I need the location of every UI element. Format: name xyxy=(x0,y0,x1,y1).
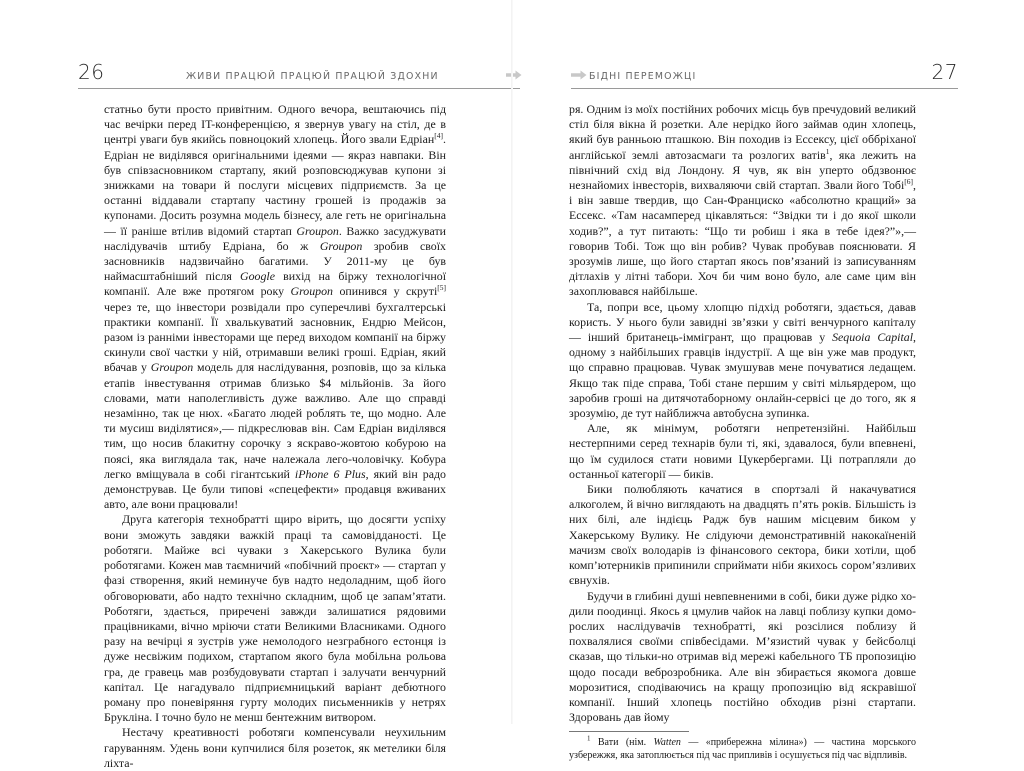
text-run: Друга категорія технобраттi щиро вірить, що досягти успіху вони зможуть завдяки важкій праці та самовідданості. Це роботяги. Майже всі чуваки з Хакерського Вулика були роботягами. Кожен мав таємничий «побічний проєкт» — стартап у фазі створення, який неминуче був надто недоладним, щоб його обговорювати, або надто технічно складним, щоб це запам’ятати. Роботяги, здається, приречені завжди залишатися рядовими працівниками, вічно мріючи стати Великими Власниками. Одного разу на вечірці я зустрів уже немолодого незграбного естонця із дуже несвіжим подихом, стартапом якого була мобільна рольова гра, де гравець мав розбудовувати стартап і залучати венчурний капітал. Це нагадувало підприємницький варіант дебютного роману про поневіряння гурту молодих письменників у нетрях Брукліна. І точно було не менш бентежним витвором. xyxy=(104,512,446,725)
footnote-mark: 1 xyxy=(587,735,591,743)
text-run: Будучи в глибині душі невпевненими в собі, бики дуже рідко ходили поодинці. Якось я цмулив чайок на лавці поблизу купки доморослих наслідувачів технобраттi, які розсілися поблизу й похвалялися своїми співбесідами. М’язистий чувак у бейсболці сказав, що тільки-но отримав від мережі кабельного ТБ пропозицію щодо посади веброзробника. Але він збирається якомога довше морозитися, сподіваючись на кращу пропозицію від яскравішої компанії. Інший хлопець постійно обходив різні стартапи. Здоровань дав йому xyxy=(569,588,916,725)
page-number: 26 xyxy=(78,60,105,84)
paragraph xyxy=(569,482,916,588)
text-run: , одному з найбільших гравців індустрії. А ще він уже мав продукт, що справно працював. Чувак змушував мене почуватися ледащем. Якщо так піде справа, Тобі стане першим у світі мільярдером, що заробив гроші на дитячотаборному онлайн-сервісі це до того, як я зрозумію, де тут найближча автобусна зупинка. xyxy=(569,330,916,421)
paragraph xyxy=(104,725,446,771)
footnote xyxy=(569,737,916,763)
text-run: . Едріан не виділявся оригінальними ідеями — якраз навпаки. Він був співзасновником стартапу, який розповсюджував купони зі знижками на товари й послуги місцевих підприємств. За це останні віддавали стартапу частину грошей із продажів за купонами. Досить розумна модель бізнесу, але геть не оригінальна — її раніше втілив відомий стартап xyxy=(104,132,446,238)
paragraph xyxy=(569,300,916,422)
right-page-header xyxy=(512,58,958,86)
text-run: Та, попри все, цьому хлопцю підхід роботяги, здається, давав користь. У нього були завидні зв’язки у світі венчурного капіталу — інший британець-іммігрант, що працював у xyxy=(569,299,916,345)
text-run: Groupon xyxy=(290,284,333,299)
right-page xyxy=(512,0,1024,762)
text-run: , яка лежить на північний схід від Лондону. Я чув, як він уперто обдзвонює незнайомих інвесторів, вихваляючи свій стартап. Звали його Тобі xyxy=(569,147,916,193)
text-run: опинився у скруті xyxy=(333,284,438,299)
footnote-reference: [4] xyxy=(434,131,444,141)
text-run: Вати (нім. xyxy=(590,737,654,749)
running-head: ЖИВИ ПРАЦЮЙ ПРАЦЮЙ ПРАЦЮЙ ЗДОХНИ xyxy=(186,71,439,82)
page-number: 27 xyxy=(931,60,958,84)
left-body-text xyxy=(104,102,446,771)
text-run: модель для наслідування, розповів, що за кілька етапів інвестування отримав близько $4 мільйонів. За його словами, мати наполегливість дуже важливо. Але що справді незамінно, так це нюх. «Багато людей роблять те, що модно. Але ти мусиш виділятися»,— підкреслював він. Сам Едріан виділявся тим, що носив блакитну сорочку з яскраво-жовтою кобурою на поясі, яка виглядала так, наче належала лего-чоловічку. Кобура легко вміщувала в собі гігантський xyxy=(104,360,446,481)
text-run: Sequoia Capital xyxy=(832,330,914,345)
left-page xyxy=(0,0,512,770)
arrow-right-icon xyxy=(571,70,587,80)
text-run: Але, як мінімум, роботяги непретензійні. Найбільш нестерпними серед технарів були ті, які, здавалося, були впевнені, що їм судилося стати новими Цукербергами. Ці потрапляли до останньої категорії — биків. xyxy=(569,421,916,481)
text-run: — «прибережна мілина») — частина морського узбережжя, яка затоплюється під час припливів і осушується під час відпливів. xyxy=(569,737,916,762)
text-run: , і він завше твердив, що Сан-Франциско «абсолютно кращий» за Ессекс. «Там насамперед цікавляться: “Звідки ти і до якої школи ходив?”, а тут питають: “Що ти робиш і яка в тебе ідея?”»,— говорив Тобі. Тож що він робив? Чувак пробував пояснювати. Я зрозумів лише, що його стартап якось пов’язаний із записуванням дітлахів у літні табори. Хоч би чим воно було, але саме цим він захоплювався найбільше. xyxy=(569,178,916,299)
text-run: Groupon xyxy=(319,238,363,253)
text-run: Бики полюбляють качатися в спортзалі й накачуватися алкоголем, й вічно виглядають на двадцять п’ять років. Більшість із них білі, але індієць Радж був нашим місцевим биком у Хакерському Вулику. Не слідуючи демонстративній накокаїненій мачизм своїх володарів із фінансового сектора, бики хотіли, щоб комп’ютерників припинили сприймати ніби якихось сором’язливих євнухів. xyxy=(569,482,916,588)
text-run: , який він радо демонстрував. Це були типові «спецефекти» продавця вживаних авто, але вони працювали! xyxy=(104,466,446,512)
footnote-reference: [5] xyxy=(437,283,446,293)
paragraph xyxy=(569,421,916,482)
running-head: БІДНІ ПЕРЕМОЖЦІ xyxy=(589,71,697,82)
text-run: вихід на біржу технологічної компанії. Але вже протягом року xyxy=(104,269,446,299)
text-run: Нестачу креативності роботяги компенсували неухильним гаруванням. Удень вони купчилися біля розеток, як метелики біля ліхта- xyxy=(104,725,446,770)
text-run: Google xyxy=(240,269,276,284)
footnote-reference: [6] xyxy=(904,177,914,187)
text-run: зробив своїх засновників надзвичайно багатими. У 2011-му це був наймасштабніший після xyxy=(104,238,446,284)
paragraph xyxy=(104,102,446,512)
footnote-rule xyxy=(569,731,689,732)
text-run: Groupon xyxy=(150,360,194,375)
text-run: Watten xyxy=(653,737,681,749)
text-run: Groupon xyxy=(296,223,339,238)
right-body-text xyxy=(569,102,916,763)
left-page-header xyxy=(78,58,442,86)
text-run: через те, що інвестори розвідали про суперечливі бухгалтерські практики компанії. Її хвалькуватий засновник, Ендрю Мейсон, разом із ранніми інвесторами ще перед виходом компанії на біржу скинули свої частки у ній, отримавши великі гроші. Едріан, який вбачав у xyxy=(104,299,446,375)
paragraph xyxy=(569,589,916,726)
text-run: . Важко засуджувати наслідувачів штибу Едріана, бо ж xyxy=(104,223,446,253)
header-rule xyxy=(78,88,520,89)
header-rule xyxy=(571,88,958,89)
footnote-reference: 1 xyxy=(825,146,830,156)
text-run: ря. Одним із моїх постійних робочих місць був пречудовий великий стіл біля вікна й розетки. Але нерідко його займав один хлопець, який був ранньою пташкою. Він походив із Ессексу, цієї оббріханої англійської землі автозасмаги та розлогих ватів xyxy=(569,102,916,162)
text-run: статньо бути просто привітним. Одного вечора, вештаючись під час вечірки перед IT-конференцією, я звернув увагу на стіл, де в центрі уваги був якийсь повноцокий хлопець. Його звали Едріан xyxy=(104,102,446,147)
paragraph xyxy=(569,102,916,300)
paragraph xyxy=(104,512,446,725)
text-run: iPhone 6 Plus xyxy=(294,466,366,481)
